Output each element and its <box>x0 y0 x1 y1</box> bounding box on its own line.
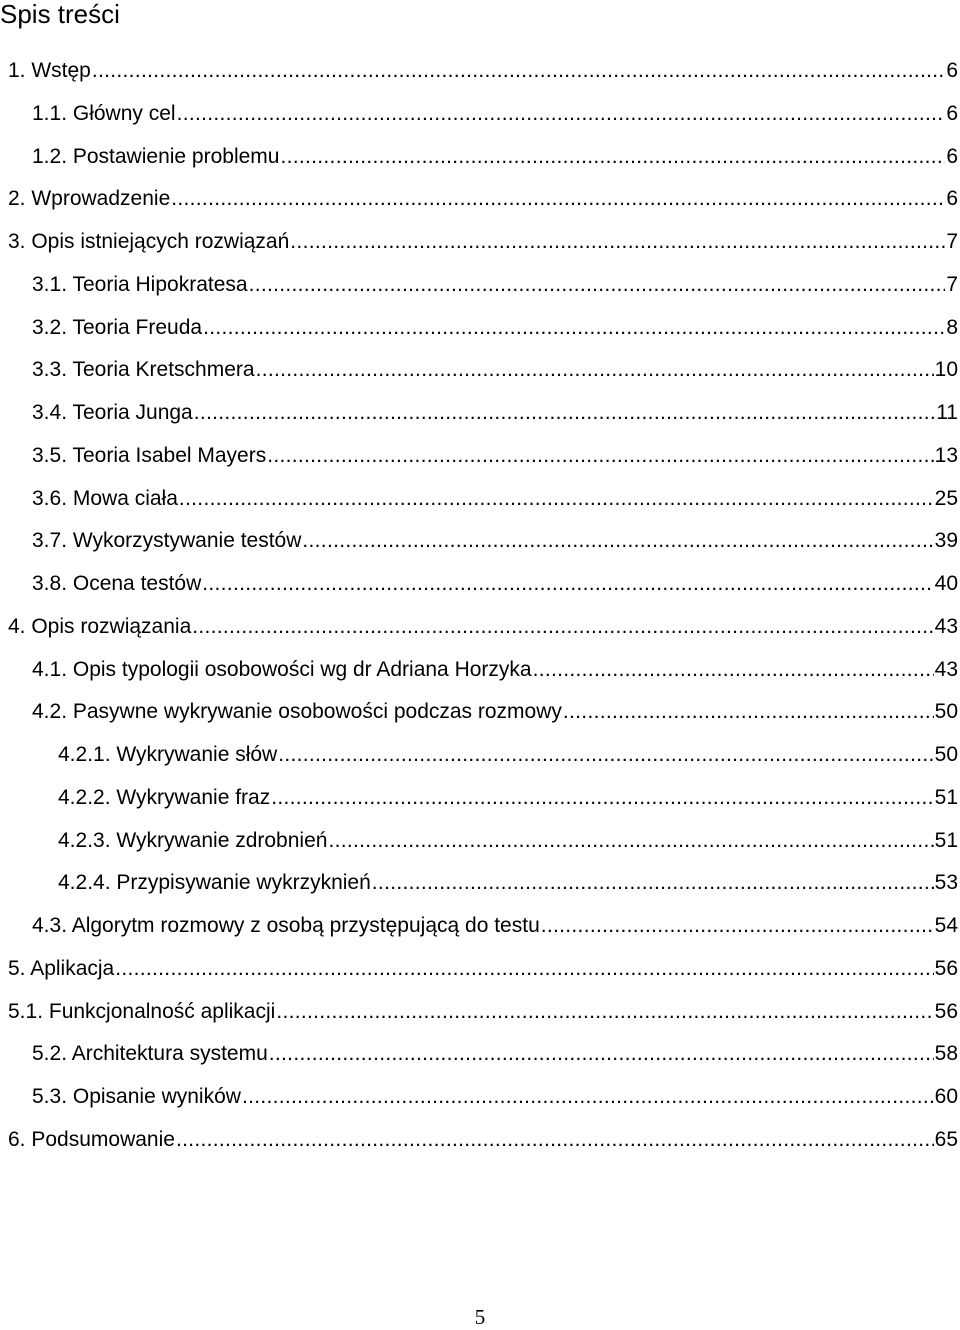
toc-entry-page: 25 <box>934 486 958 510</box>
toc-entry[interactable] <box>0 527 960 570</box>
toc-entry-label: 4. Opis rozwiązania <box>8 613 191 641</box>
toc-entry-page: 58 <box>934 1042 958 1066</box>
dot-leader <box>192 613 933 641</box>
toc-entry-label: 5.1. Funkcjonalność aplikacji <box>8 998 275 1026</box>
toc-entry-page: 54 <box>934 914 958 937</box>
toc-entry[interactable] <box>0 185 960 228</box>
dot-leader <box>267 442 933 470</box>
table-of-contents <box>0 57 960 1169</box>
toc-entry-page: 6 <box>946 101 958 125</box>
dot-leader <box>328 827 933 855</box>
toc-entry[interactable] <box>0 741 960 784</box>
toc-entry-label: 5. Aplikacja <box>8 955 114 983</box>
dot-leader <box>290 228 945 256</box>
toc-entry-label: 3.8. Ocena testów <box>32 570 201 598</box>
toc-entry-page: 51 <box>934 785 958 809</box>
dot-leader <box>115 955 933 983</box>
toc-entry-page: 43 <box>934 657 958 681</box>
toc-entry-label: 4.2.2. Wykrywanie fraz <box>58 784 270 812</box>
toc-entry[interactable] <box>0 442 960 485</box>
dot-leader <box>563 698 934 726</box>
dot-leader <box>171 185 945 213</box>
toc-entry[interactable] <box>0 784 960 827</box>
dot-leader <box>302 527 933 555</box>
toc-entry-page: 53 <box>934 871 958 895</box>
toc-entry[interactable] <box>0 570 960 613</box>
toc-entry-page: 7 <box>946 272 958 296</box>
toc-entry-page: 8 <box>946 315 958 339</box>
toc-entry-page: 39 <box>934 529 958 553</box>
toc-entry-page: 7 <box>946 230 958 253</box>
toc-entry-page: 50 <box>934 743 958 766</box>
toc-entry-label: 3.7. Wykorzystywanie testów <box>32 527 301 555</box>
dot-leader <box>256 356 934 384</box>
toc-entry-label: 2. Wprowadzenie <box>8 185 170 213</box>
dot-leader <box>276 998 933 1026</box>
dot-leader <box>176 1126 934 1154</box>
toc-entry[interactable] <box>0 228 960 271</box>
toc-entry[interactable] <box>0 399 960 442</box>
dot-leader <box>242 1083 934 1111</box>
toc-entry[interactable] <box>0 955 960 998</box>
dot-leader <box>249 271 946 299</box>
toc-entry-page: 6 <box>946 187 958 211</box>
toc-entry-page: 60 <box>934 1085 958 1108</box>
dot-leader <box>177 100 946 128</box>
toc-entry[interactable] <box>0 356 960 399</box>
toc-entry-label: 3. Opis istniejących rozwiązań <box>8 228 289 256</box>
dot-leader <box>278 741 933 769</box>
dot-leader <box>280 143 945 171</box>
toc-entry-page: 11 <box>936 401 958 424</box>
dot-leader <box>372 869 934 897</box>
dot-leader <box>269 1040 934 1068</box>
toc-entry[interactable] <box>0 143 960 186</box>
toc-entry-page: 6 <box>946 144 958 168</box>
toc-entry[interactable] <box>0 698 960 741</box>
toc-entry[interactable] <box>0 656 960 699</box>
toc-entry-label: 3.2. Teoria Freuda <box>32 314 202 342</box>
dot-leader <box>194 399 935 427</box>
toc-entry-page: 56 <box>934 956 958 980</box>
toc-entry-label: 1.2. Postawienie problemu <box>32 143 279 171</box>
toc-entry[interactable] <box>0 271 960 314</box>
dot-leader <box>541 912 934 940</box>
toc-entry-page: 10 <box>934 358 958 382</box>
toc-entry-label: 3.1. Teoria Hipokratesa <box>32 271 248 299</box>
toc-entry[interactable] <box>0 613 960 656</box>
toc-entry-page: 40 <box>934 572 958 595</box>
toc-entry[interactable] <box>0 485 960 528</box>
dot-leader <box>203 314 945 342</box>
dot-leader <box>92 57 945 85</box>
page-title: Spis treści <box>0 0 120 29</box>
toc-entry-label: 1.1. Główny cel <box>32 100 176 128</box>
toc-entry-label: 3.3. Teoria Kretschmera <box>32 356 255 384</box>
dot-leader <box>271 784 933 812</box>
dot-leader <box>533 656 934 684</box>
toc-entry[interactable] <box>0 998 960 1041</box>
dot-leader <box>179 485 934 513</box>
toc-entry[interactable] <box>0 1126 960 1169</box>
toc-entry-page: 6 <box>946 59 958 82</box>
toc-entry-label: 4.2.3. Wykrywanie zdrobnień <box>58 827 327 855</box>
toc-entry[interactable] <box>0 1083 960 1126</box>
toc-entry-label: 3.5. Teoria Isabel Mayers <box>32 442 266 470</box>
toc-entry-page: 56 <box>934 999 958 1023</box>
toc-entry-label: 3.6. Mowa ciała <box>32 485 178 513</box>
toc-entry-label: 4.1. Opis typologii osobowości wg dr Adriana Horzyka <box>32 656 532 684</box>
toc-entry-label: 3.4. Teoria Junga <box>32 399 193 427</box>
toc-entry[interactable] <box>0 57 960 100</box>
toc-entry[interactable] <box>0 827 960 870</box>
toc-entry[interactable] <box>0 314 960 357</box>
toc-entry-label: 5.2. Architektura systemu <box>32 1040 268 1068</box>
toc-entry-label: 4.3. Algorytm rozmowy z osobą przystępującą do testu <box>32 912 540 940</box>
toc-entry-page: 51 <box>934 828 958 852</box>
toc-entry-page: 13 <box>934 443 958 467</box>
page-number: 5 <box>474 1305 486 1329</box>
toc-entry[interactable] <box>0 100 960 143</box>
toc-entry-label: 1. Wstęp <box>8 57 91 85</box>
toc-entry[interactable] <box>0 1040 960 1083</box>
toc-entry-page: 43 <box>934 614 958 638</box>
toc-entry[interactable] <box>0 869 960 912</box>
toc-entry[interactable] <box>0 912 960 955</box>
toc-entry-page: 50 <box>934 700 958 724</box>
toc-entry-label: 5.3. Opisanie wyników <box>32 1083 241 1111</box>
dot-leader <box>202 570 933 598</box>
toc-entry-label: 4.2.1. Wykrywanie słów <box>58 741 277 769</box>
toc-entry-label: 6. Podsumowanie <box>8 1126 175 1154</box>
toc-entry-label: 4.2.4. Przypisywanie wykrzyknień <box>58 869 371 897</box>
toc-entry-label: 4.2. Pasywne wykrywanie osobowości podczas rozmowy <box>32 698 562 726</box>
toc-entry-page: 65 <box>934 1127 958 1151</box>
